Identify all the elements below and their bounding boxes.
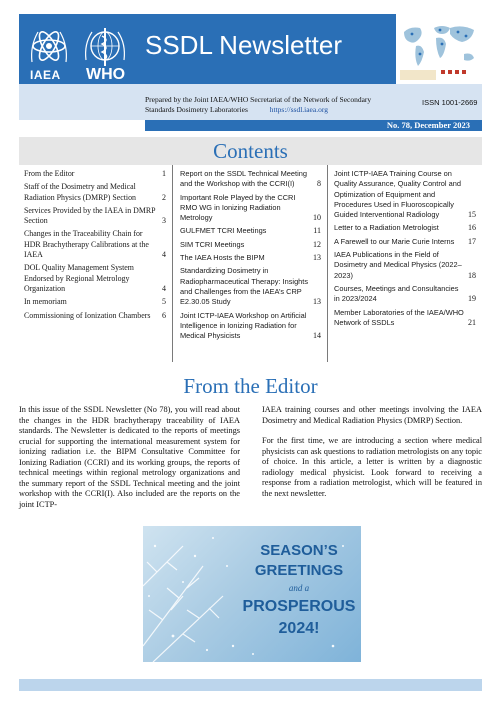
toc-entry[interactable]: Courses, Meetings and Consultancies in 2023/2024 19: [334, 283, 476, 304]
toc-entry[interactable]: SIM TCRI Meetings 12: [180, 239, 321, 249]
footer-bar: [19, 679, 482, 691]
issue-number: No. 78, December 2023: [386, 120, 470, 130]
editor-right-column: [262, 405, 482, 509]
toc-entry[interactable]: Staff of the Dosimetry and Medical Radiation Physics (DMRP) Section 2: [24, 182, 166, 202]
toc-entry[interactable]: Standardizing Dosimetry in Radiopharmaceutical Therapy: Insights and Challenges from the IAEA’s CRP E2.30.05 Study 13: [180, 266, 321, 307]
prepared-by-note: [145, 95, 400, 115]
toc-entry[interactable]: DOL Quality Management System Endorsed by Regional Metrology Organization 4: [24, 263, 166, 293]
website-link[interactable]: https://ssdl.iaea.org: [269, 105, 328, 114]
issue-bar: [145, 120, 482, 131]
toc-entry[interactable]: Letter to a Radiation Metrologist 16: [334, 223, 476, 233]
toc-divider: [172, 165, 173, 362]
editor-paragraph: For the first time, we are introducing a section where medical physicists can ask questions to radiation metrologists on any topic of choice. In this article, a letter is written by a diagnostic radiology medical physicist. Look forward to receiving a response from a radiation metrologist, which will be featured in the next newsletter.: [262, 436, 482, 498]
toc-entry[interactable]: The IAEA Hosts the BIPM 13: [180, 253, 321, 263]
toc-column-3: [334, 169, 476, 331]
issn-label: ISSN 1001-2669: [422, 98, 478, 107]
contents-title: Contents: [213, 139, 288, 163]
toc-entry[interactable]: Joint ICTP-IAEA Training Course on Quality Assurance, Quality Control and Optimization of Equipment and Procedures Used in Fluoroscopically Guided Interventional Radiology 15: [334, 169, 476, 220]
toc-entry[interactable]: Important Role Played by the CCRI RMO WG in Ionizing Radiation Metrology 10: [180, 192, 321, 223]
toc-column-1: [24, 169, 166, 324]
toc-entry[interactable]: Report on the SSDL Technical Meeting and the Workshop with the CCRI(I) 8: [180, 169, 321, 189]
greeting-line: GREETINGS: [254, 562, 344, 579]
prepared-by-text: Prepared by the Joint IAEA/WHO Secretariat of the Network of Secondary Standards Dosimetry Laboratories: [145, 95, 372, 114]
iaea-logo-text: IAEA: [30, 68, 61, 82]
editor-paragraph: In this issue of the SSDL Newsletter (No 78), you will read about the changes in the HDR brachytherapy traceability of IAEA standards. The Newsletter is dedicated to the reports of meetings crucial for supporting the international measurement system for ionizing radiation i.e. the BIPM Consultative Committee for Ionizing Radiation (CCRI) and its working groups, the reports of technical meetings within regional metrology organizations and the summary report of the SSDL Technical meeting and the joint workshop with the CCRI(I). Also included are the reports on the joint ICTP-: [19, 405, 240, 509]
seasons-greetings-image: [143, 526, 361, 662]
toc-column-2: [180, 169, 321, 344]
toc-entry[interactable]: Services Provided by the IAEA in DMRP Section 3: [24, 205, 166, 226]
editor-heading: From the Editor: [183, 374, 318, 398]
greeting-line: PROSPEROUS: [242, 598, 356, 615]
toc-entry[interactable]: From the Editor 1: [24, 169, 166, 178]
editor-left-column: [19, 405, 240, 520]
editor-paragraph: IAEA training courses and other meetings involving the IAEA Dosimetry and Medical Radiation Physics (DMRP) Section.: [262, 405, 482, 425]
toc-entry[interactable]: IAEA Publications in the Field of Dosimetry and Medical Physics (2022–2023) 18: [334, 250, 476, 280]
toc-entry[interactable]: In memoriam 5: [24, 297, 166, 307]
newsletter-title: SSDL Newsletter: [145, 30, 342, 60]
toc-divider: [327, 165, 328, 362]
toc-entry[interactable]: Member Laboratories of the IAEA/WHO Network of SSDLs 21: [334, 307, 476, 327]
world-map-image: [396, 14, 482, 84]
who-logo-text: WHO: [86, 66, 126, 83]
toc-entry[interactable]: Joint ICTP-IAEA Workshop on Artificial Intelligence in Ionizing Radiation for Medical Physicists 14: [180, 310, 321, 341]
toc-entry[interactable]: Changes in the Traceability Chain for HDR Brachytherapy Calibrations at the IAEA 4: [24, 229, 166, 260]
toc-entry[interactable]: GULFMET TCRI Meetings 11: [180, 226, 321, 236]
greeting-line: and a: [288, 583, 310, 593]
toc-entry[interactable]: Commissioning of Ionization Chambers 6: [24, 310, 166, 320]
greeting-line: SEASON’S: [260, 542, 338, 559]
contents-header: [19, 137, 482, 165]
toc-entry[interactable]: A Farewell to our Marie Curie Interns 17: [334, 236, 476, 246]
greeting-line: 2024!: [278, 620, 320, 637]
